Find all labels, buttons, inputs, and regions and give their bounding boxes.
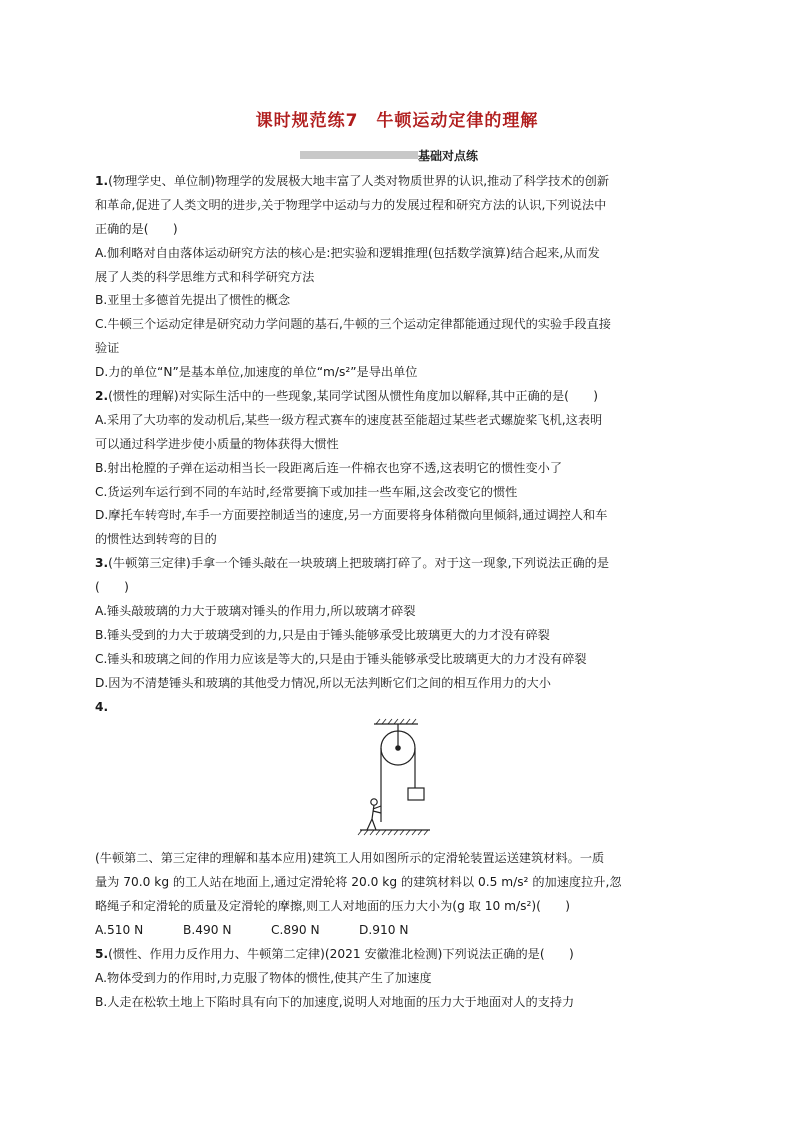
option-c: C.牛顿三个运动定律是研究动力学问题的基石,牛顿的三个运动定律都能通过现代的实验手段直接 bbox=[95, 317, 611, 332]
option-c: C.货运列车运行到不同的车站时,经常要摘下或加挂一些车厢,这会改变它的惯性 bbox=[95, 484, 518, 499]
question-number: 1. bbox=[95, 174, 109, 188]
option-a: A.采用了大功率的发动机后,某些一级方程式赛车的速度甚至能超过某些老式螺旋桨飞机,这表明 bbox=[95, 412, 603, 427]
option-a: A.510 N bbox=[95, 923, 144, 938]
question-5 bbox=[95, 943, 700, 1015]
option-a: 展了人类的科学思维方式和科学研究方法 bbox=[95, 269, 315, 284]
question-stem: ( ) bbox=[95, 580, 129, 595]
option-b: B.亚里士多德首先提出了惯性的概念 bbox=[95, 293, 291, 308]
question-stem: (物理学史、单位制)物理学的发展极大地丰富了人类对物质世界的认识,推动了科学技术的创新 bbox=[108, 174, 610, 188]
option-c: 验证 bbox=[95, 341, 120, 356]
ceiling-hatch bbox=[376, 719, 416, 724]
question-stem: 和革命,促进了人类文明的进步,关于物理学中运动与力的发展过程和研究方法的认识,下列说法中 bbox=[95, 197, 607, 212]
question-list bbox=[95, 170, 700, 1015]
load-box bbox=[408, 788, 424, 800]
option-a: A.锤头敲玻璃的力大于玻璃对锤头的作用力,所以玻璃才碎裂 bbox=[95, 604, 416, 619]
question-stem: 正确的是( ) bbox=[95, 221, 178, 236]
question-stem: (惯性的理解)对实际生活中的一些现象,某同学试图从惯性角度加以解释,其中正确的是( ) bbox=[108, 389, 599, 404]
option-a: 可以通过科学进步使小质量的物体获得大惯性 bbox=[95, 436, 339, 451]
option-d: D.摩托车转弯时,车手一方面要控制适当的速度,另一方面要将身体稍微向里倾斜,通过调控人和车 bbox=[95, 508, 608, 523]
question-number: 3. bbox=[95, 556, 109, 571]
question-number: 4. bbox=[95, 699, 109, 714]
question-1 bbox=[95, 170, 700, 385]
option-a: A.物体受到力的作用时,力克服了物体的惯性,使其产生了加速度 bbox=[95, 970, 432, 985]
question-stem: 略绳子和定滑轮的质量及定滑轮的摩擦,则工人对地面的压力大小为(g 取 10 m/s²)( ) bbox=[95, 899, 570, 914]
question-number: 2. bbox=[95, 389, 109, 404]
option-d: D.力的单位“N”是基本单位,加速度的单位“m/s²”是导出单位 bbox=[95, 365, 418, 380]
question-stem: (惯性、作用力反作用力、牛顿第二定律)(2021 安徽淮北检测)下列说法正确的是( ) bbox=[108, 947, 574, 962]
option-b: B.490 N bbox=[183, 923, 232, 938]
option-d: D.910 N bbox=[359, 923, 409, 938]
option-b: B.人走在松软土地上下陷时具有向下的加速度,说明人对地面的压力大于地面对人的支持力 bbox=[95, 994, 575, 1009]
question-stem: (牛顿第二、第三定律的理解和基本应用)建筑工人用如图所示的定滑轮装置运送建筑材料。一质 bbox=[95, 851, 605, 866]
ground-hatch bbox=[358, 830, 428, 835]
section-label: 基础对点练 bbox=[418, 149, 479, 163]
page-title: 课时规范练7 牛顿运动定律的理解 bbox=[255, 111, 539, 131]
worker-figure bbox=[367, 799, 381, 830]
section-bar bbox=[300, 151, 418, 159]
question-3 bbox=[95, 552, 700, 695]
pulley-figure bbox=[354, 718, 434, 836]
question-2 bbox=[95, 385, 700, 552]
question-stem: (牛顿第三定律)手拿一个锤头敲在一块玻璃上把玻璃打碎了。对于这一现象,下列说法正确的是 bbox=[108, 556, 610, 571]
question-number: 5. bbox=[95, 947, 109, 962]
option-b: B.锤头受到的力大于玻璃受到的力,只是由于锤头能够承受比玻璃更大的力才没有碎裂 bbox=[95, 627, 550, 642]
options-row bbox=[95, 919, 700, 943]
option-b: B.射出枪膛的子弹在运动相当长一段距离后连一件棉衣也穿不透,这表明它的惯性变小了 bbox=[95, 460, 563, 475]
pulley-axle bbox=[396, 746, 400, 750]
option-c: C.锤头和玻璃之间的作用力应该是等大的,只是由于锤头能够承受比玻璃更大的力才没有碎裂 bbox=[95, 651, 587, 666]
option-d: 的惯性达到转弯的目的 bbox=[95, 532, 217, 547]
option-a: A.伽利略对自由落体运动研究方法的核心是:把实验和逻辑推理(包括数学演算)结合起来,从而发 bbox=[95, 245, 600, 260]
option-d: D.因为不清楚锤头和玻璃的其他受力情况,所以无法判断它们之间的相互作用力的大小 bbox=[95, 675, 551, 690]
option-c: C.890 N bbox=[271, 923, 320, 938]
question-stem: 量为 70.0 kg 的工人站在地面上,通过定滑轮将 20.0 kg 的建筑材料以 0.5 m/s² 的加速度拉升,忽 bbox=[95, 875, 622, 890]
